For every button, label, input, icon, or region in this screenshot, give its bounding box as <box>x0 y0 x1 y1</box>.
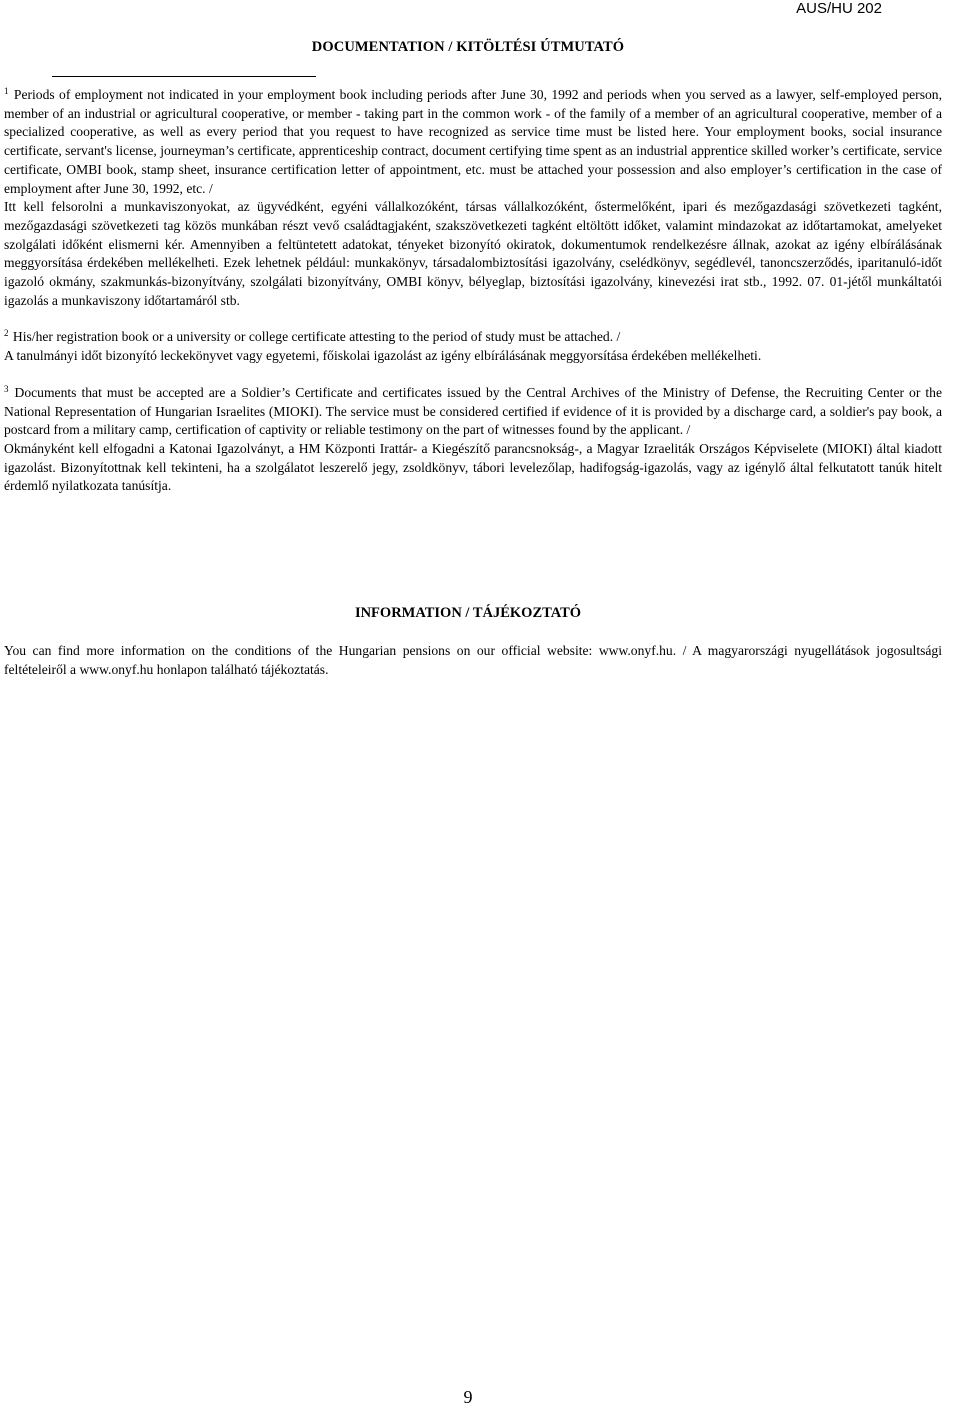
footnote-1-hungarian: Itt kell felsorolni a munkaviszonyokat, az ügyvédként, egyéni vállalkozóként, társas vállalkozóként, őstermelőként, ipari és mezőgazdasági szövetkezeti tagként, mezőgazdasági szövetkezeti tag közös munkában részt vevő családtagjaként, szakszövetkezeti tagként eltöltött időket, valamint mindazokat az időtartamokat, amelyeket szolgálati időként elismerni kér. Amennyiben a feltüntetett adatokat, tényeket bizonyító okiratok, dokumentumok rendelkezésre állnak, azokat az igény elbírálásának meggyorsítása érdekében mellékelheti. Ezek lehetnek például: munkakönyv, társadalombiztosítási igazolvány, cselédkönyv, segédlevél, tanoncszerződés, iparitanuló-időt igazoló okmány, szakmunkás-bizonyítvány, szolgálati bizonyítvány, OMBI könyv, bélyeglap, biztosítási igazolvány, kinevezési irat stb., 1992. 07. 01-jétől munkáltatói igazolás a munkaviszony időtartamáról stb. <box>4 199 942 308</box>
footnote-text: His/her registration book or a university or college certificate attesting to the period of study must be attached. / <box>12 329 621 345</box>
footnote-text: Documents that must be accepted are a Soldier’s Certificate and certificates issued by the Central Archives of the Ministry of Defense, the Recruiting Center or the National Representation of Hungarian Israelites (MIOKI). The service must be considered certified if evidence of it is provided by a discharge card, a soldier's pay book, a postcard from a military camp, certification of captivity or reliable testimony on the part of witnesses found by the applicant. / <box>4 384 942 438</box>
footnote-2 <box>4 328 942 365</box>
footnote-text: Periods of employment not indicated in your employment book including periods after June 30, 1992 and periods when you served as a lawyer, self-employed person, member of an industrial or agricultural cooperative, or member - taking part in the common work - of the family of a member of an agricultural cooperative, member of a specialized cooperative, as well as every period that you request to have recognized as service time must be listed here. Your employment books, social insurance certificate, servant's license, journeyman’s certificate, apprenticeship contract, document certifying time spent as an industrial apprentice skilled worker’s certificate, service certificate, OMBI book, stamp sheet, insurance certification letter of appointment, etc. must be attached your possession and also employer’s certification in the case of employment after June 30, 1992, etc. / <box>4 87 942 196</box>
page-number: 9 <box>463 1387 473 1407</box>
footnote-3-hungarian: Okmányként kell elfogadni a Katonai Igazolványt, a HM Központi Irattár- a Kiegészítő parancsnokság-, a Magyar Izraeliták Országos Képviselete (MIOKI) által kiadott igazolást. Bizonyítottnak kell tekinteni, ha a szolgálatot leszerelő jegy, zsoldkönyv, tábori levelezőlap, hadifogság-igazolás, vagy az igénylő által felkutatott tanúk hitelt érdemlő nyilatkozata tanúsítja. <box>4 440 942 494</box>
footnote-marker: 3 <box>4 383 9 394</box>
footnote-2-english <box>4 328 942 347</box>
footnote-marker: 1 <box>4 86 9 96</box>
footnote-3 <box>4 384 942 496</box>
footnote-separator <box>52 76 316 77</box>
footnote-3-english <box>4 384 942 440</box>
footnote-1-english <box>4 86 942 198</box>
footnote-1 <box>4 86 942 310</box>
information-text: You can find more information on the conditions of the Hungarian pensions on our official website: www.onyf.hu. / A magyarországi nyugellátások jogosultsági feltételeiről a www.onyf.hu honlapon található tájékoztatás. <box>4 643 942 677</box>
footnote-marker: 2 <box>4 328 9 339</box>
form-code: AUS/HU 202 <box>796 0 882 17</box>
documentation-title: DOCUMENTATION / KITÖLTÉSI ÚTMUTATÓ <box>311 39 625 55</box>
footnotes <box>4 86 942 496</box>
footnote-2-hungarian: A tanulmányi időt bizonyító leckekönyvet vagy egyetemi, főiskolai igazolást az igény elbírálásának meggyorsítása érdekében mellékelheti. <box>4 348 762 364</box>
information-title: INFORMATION / TÁJÉKOZTATÓ <box>354 605 582 621</box>
